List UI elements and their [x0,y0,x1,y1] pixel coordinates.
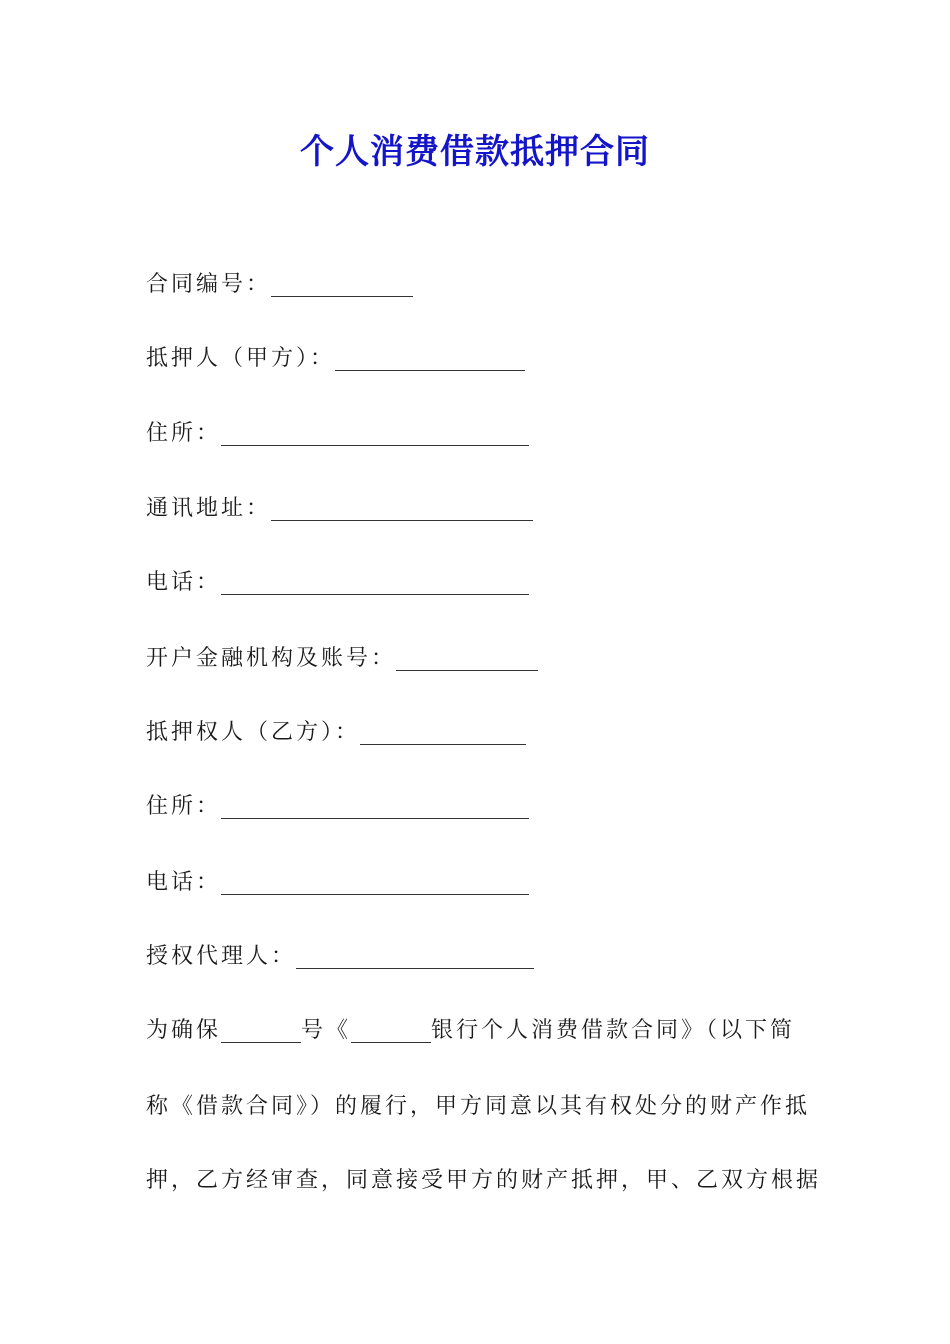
mortgagee-residence-field [146,792,529,822]
mortgagor-phone-field [146,568,529,598]
mortgagee-residence-label: 住所： [146,794,222,819]
mortgagor-residence-label: 住所： [146,421,222,446]
mortgagee-residence-blank [221,794,529,819]
authorized-agent-field [146,942,534,972]
mortgagee-label: 抵押权人（乙方）： [146,720,361,745]
mortgagor-phone-label: 电话： [146,570,222,595]
bank-account-blank [396,646,538,671]
paragraph-line-2: 称《借款合同》）的履行，甲方同意以其有权处分的财产作抵 [146,1094,811,1119]
mortgagor-blank [335,346,525,371]
mortgagee-phone-label: 电话： [146,870,222,895]
mailing-address-label: 通讯地址： [146,496,272,521]
contract-number-field [146,270,413,300]
paragraph-line-1 [146,1016,806,1046]
contract-number-blank [271,272,413,297]
bank-account-label: 开户金融机构及账号： [146,646,397,671]
authorized-agent-blank [296,944,534,969]
mailing-address-field [146,494,533,524]
mortgagee-field [146,718,526,748]
paragraph-text: 号《 [301,1018,352,1043]
mortgagor-field [146,344,525,374]
mortgagor-residence-blank [221,421,529,446]
loan-number-blank [221,1018,301,1043]
paragraph-text: 为确保 [146,1018,222,1043]
mortgagor-label: 抵押人（甲方）： [146,346,336,371]
bank-name-blank [351,1018,431,1043]
paragraph-line-3: 押，乙方经审查，同意接受甲方的财产抵押，甲、乙双方根据 [146,1168,822,1193]
authorized-agent-label: 授权代理人： [146,944,297,969]
paragraph-text: 银行个人消费借款合同》（以下简 [431,1018,796,1043]
contract-number-label: 合同编号： [146,272,272,297]
mortgagor-residence-field [146,419,529,449]
document-title: 个人消费借款抵押合同 [300,132,650,172]
mortgagor-phone-blank [221,570,529,595]
mortgagee-phone-field [146,868,529,898]
mortgagee-blank [360,720,526,745]
mortgagee-phone-blank [221,870,529,895]
mailing-address-blank [271,496,533,521]
bank-account-field [146,644,538,674]
